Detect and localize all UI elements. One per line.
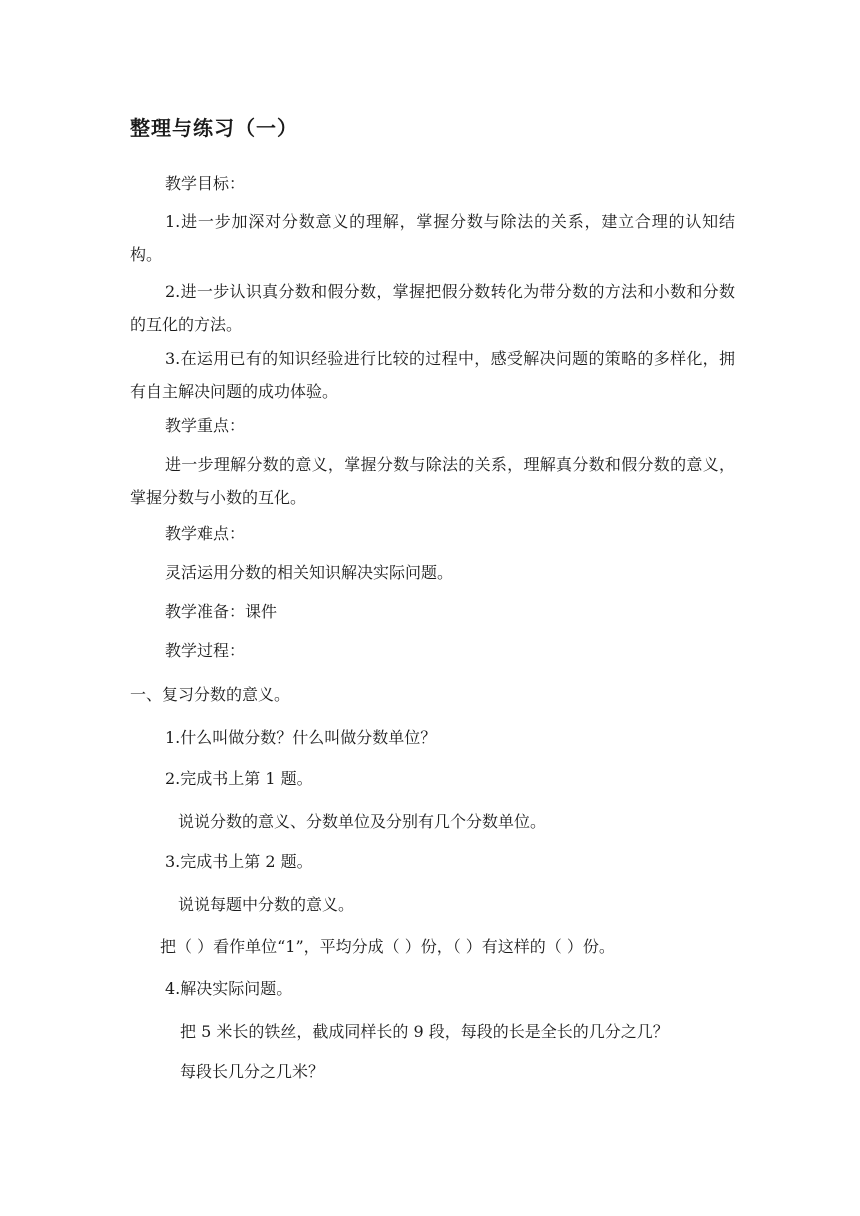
process-heading: 教学过程： xyxy=(165,641,246,660)
difficulty-heading: 教学难点： xyxy=(165,524,246,543)
goal-item-2: 2.进一步认识真分数和假分数，掌握把假分数转化为带分数的方法和小数和分数的互化的方法。 xyxy=(130,282,735,334)
question-4: 4.解决实际问题。 xyxy=(165,979,293,998)
preparation: 教学准备：课件 xyxy=(165,602,278,621)
question-3: 3.完成书上第 2 题。 xyxy=(165,852,313,871)
goal-item-1: 1.进一步加深对分数意义的理解，掌握分数与除法的关系，建立合理的认知结构。 xyxy=(130,212,735,264)
question-2: 2.完成书上第 1 题。 xyxy=(165,769,313,788)
question-3-note: 说说每题中分数的意义。 xyxy=(178,895,355,914)
difficulty-text: 灵活运用分数的相关知识解决实际问题。 xyxy=(165,563,454,582)
document-title: 整理与练习（一） xyxy=(130,116,298,140)
key-text: 进一步理解分数的意义，掌握分数与除法的关系，理解真分数和假分数的意义，掌握分数与小数的互化。 xyxy=(130,455,735,507)
question-2-note: 说说分数的意义、分数单位及分别有几个分数单位。 xyxy=(178,812,547,831)
question-3-template: 把（ ）看作单位“1”，平均分成（ ）份，（ ）有这样的（ ）份。 xyxy=(160,937,615,956)
key-heading: 教学重点： xyxy=(165,416,246,435)
goal-heading: 教学目标： xyxy=(165,174,246,193)
question-4-question: 每段长几分之几米？ xyxy=(180,1062,325,1081)
question-1: 1.什么叫做分数？什么叫做分数单位？ xyxy=(165,728,437,747)
goal-item-3: 3.在运用已有的知识经验进行比较的过程中，感受解决问题的策略的多样化，拥有自主解决问题的成功体验。 xyxy=(130,349,735,401)
question-4-text: 把 5 米长的铁丝，截成同样长的 9 段，每段的长是全长的几分之几？ xyxy=(180,1022,669,1041)
section-1-heading: 一、复习分数的意义。 xyxy=(130,685,291,704)
